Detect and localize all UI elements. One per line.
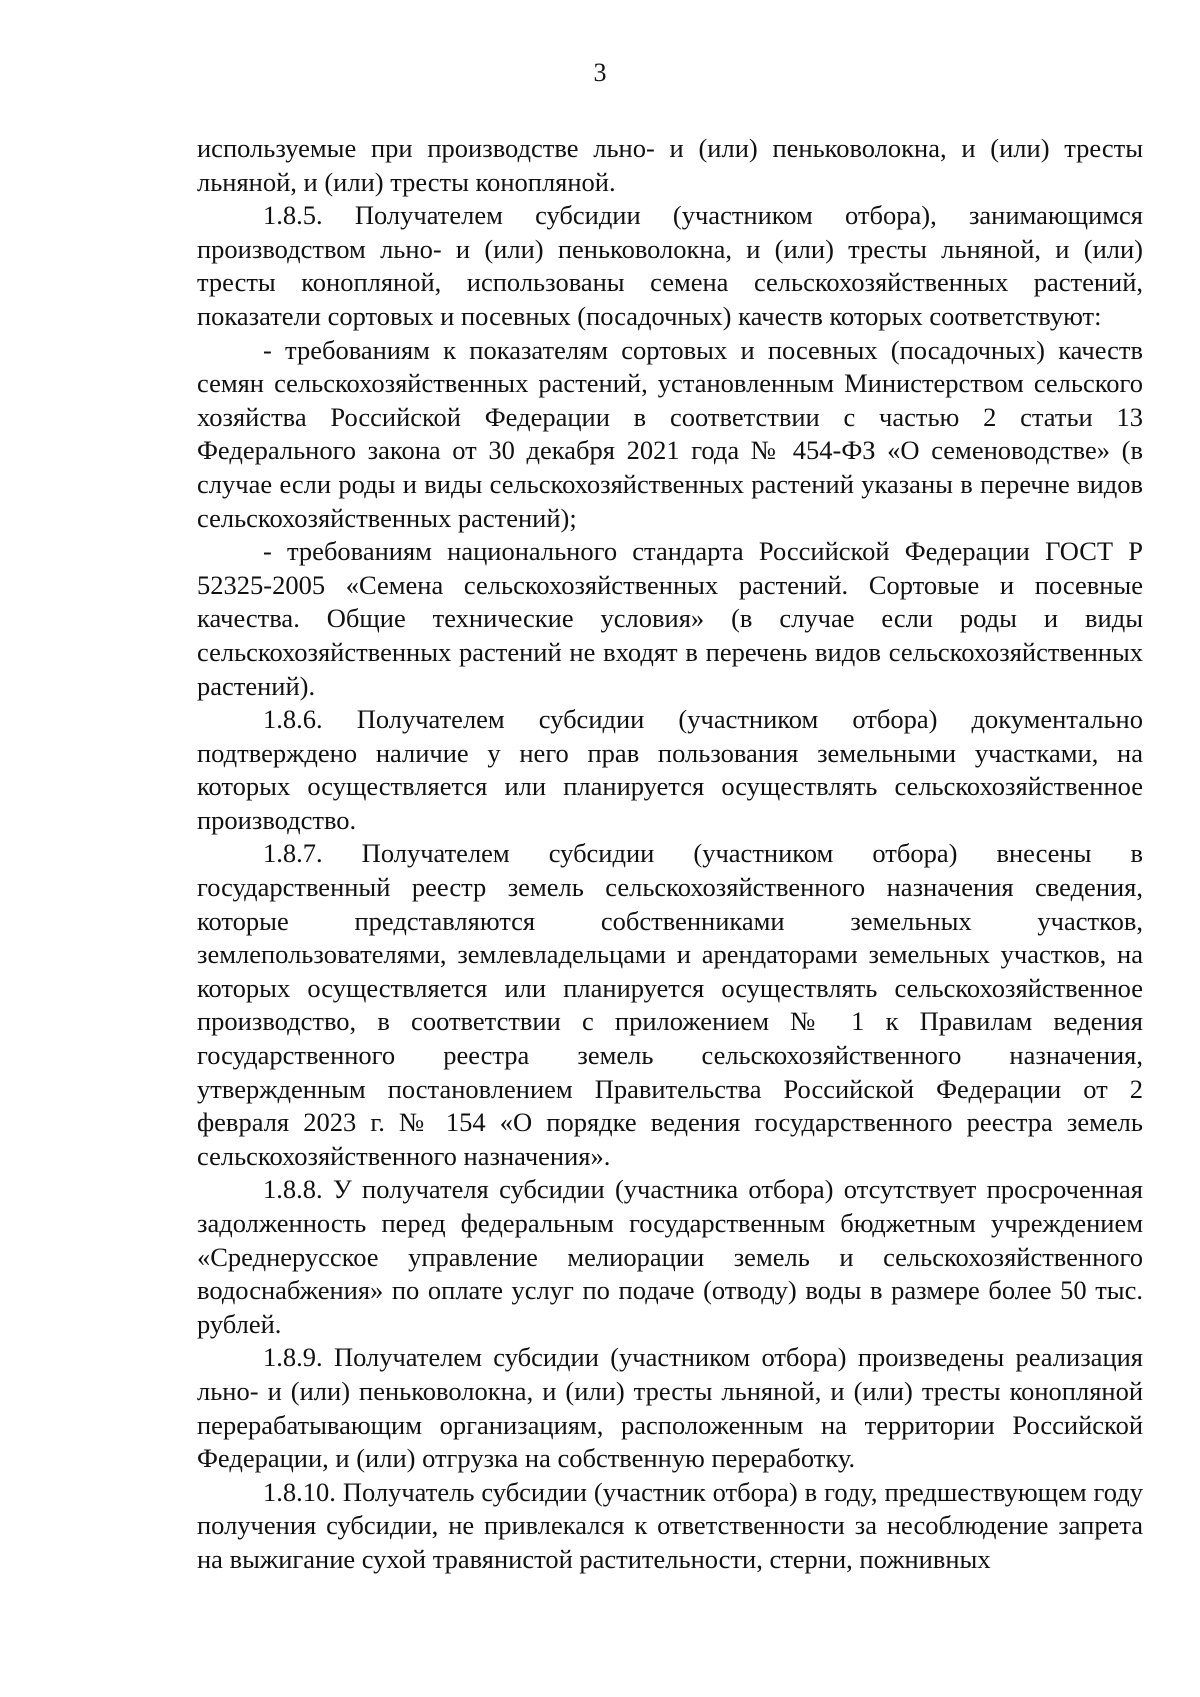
list-item-requirements-gost: - требованиям национального стандарта Российской Федерации ГОСТ Р 52325-2005 «Семена сельскохозяйственных растений. Сортовые и посевные качества. Общие технические условия» (в случае если роды и виды сельскохозяйственных растений не входят в перечень видов сельскохозяйственных растений). [197, 536, 1143, 701]
paragraph-1-8-6: 1.8.6. Получателем субсидии (участником отбора) документально подтверждено наличие у него прав пользования земельными участками, на которых осуществляется или планируется осуществлять сельскохозяйственное производство. [197, 704, 1143, 835]
document-body [197, 132, 1143, 1577]
paragraph-1-8-10: 1.8.10. Получатель субсидии (участник отбора) в году, предшествующем году получения субсидии, не привлекался к ответственности за несоблюдение запрета на выжигание сухой травянистой растительности, стерни, пожнивных [197, 1476, 1143, 1574]
page-number: 3 [593, 58, 607, 87]
paragraph-1-8-7: 1.8.7. Получателем субсидии (участником отбора) внесены в государственный реестр земель сельскохозяйственного назначения сведения, которые представляются собственниками земельных участков, землепользователями, землевладельцами и арендаторами земельных участков, на которых осуществляется или планируется осуществлять сельскохозяйственное производство, в соответствии с приложением № 1 к Правилам ведения государственного реестра земель сельскохозяйственного назначения, утвержденным постановлением Правительства Российской Федерации от 2 февраля 2023 г. № 154 «О порядке ведения государственного реестра земель сельскохозяйственного назначения». [197, 838, 1143, 1171]
paragraph-1-8-8: 1.8.8. У получателя субсидии (участника отбора) отсутствует просроченная задолженность перед федеральным государственным бюджетным учреждением «Среднерусское управление мелиорации земель и сельскохозяйственного водоснабжения» по оплате услуг по подаче (отводу) воды в размере более 50 тыс. рублей. [197, 1174, 1143, 1339]
list-item-requirements-ministry: - требованиям к показателям сортовых и посевных (посадочных) качеств семян сельскохозяйственных растений, установленным Министерством сельского хозяйства Российской Федерации в соответствии с частью 2 статьи 13 Федерального закона от 30 декабря 2021 года № 454-ФЗ «О семеноводстве» (в случае если роды и виды сельскохозяйственных растений указаны в перечне видов сельскохозяйственных растений); [197, 334, 1143, 533]
paragraph-continuation: используемые при производстве льно- и (или) пеньковолокна, и (или) тресты льняной, и (или) тресты конопляной. [197, 133, 1143, 197]
paragraph-1-8-9: 1.8.9. Получателем субсидии (участником отбора) произведены реализация льно- и (или) пеньковолокна, и (или) тресты льняной, и (или) тресты конопляной перерабатывающим организациям, расположенным на территории Российской Федерации, и (или) отгрузка на собственную переработку. [197, 1342, 1143, 1474]
paragraph-1-8-5: 1.8.5. Получателем субсидии (участником отбора), занимающимся производством льно- и (или) пеньковолокна, и (или) тресты льняной, и (или) тресты конопляной, использованы семена сельскохозяйственных растений, показатели сортовых и посевных (посадочных) качеств которых соответствуют: [197, 200, 1143, 331]
